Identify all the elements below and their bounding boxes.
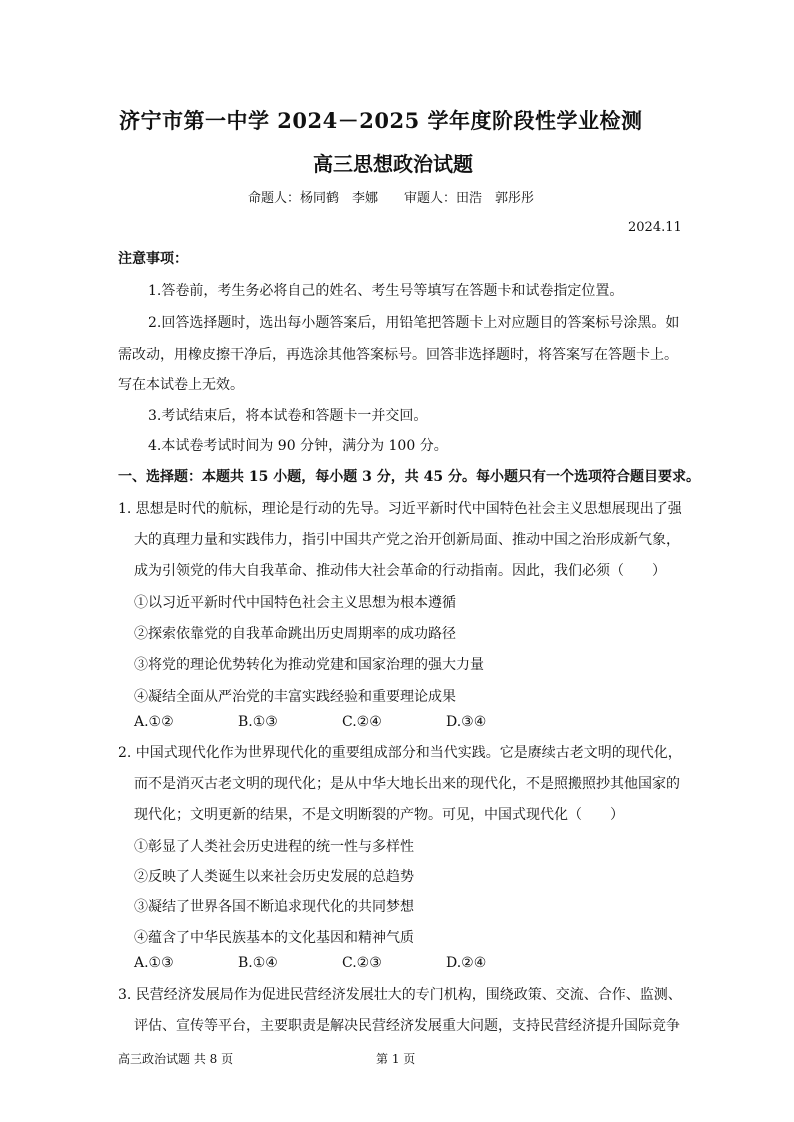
question-1-option-c[interactable]: C.②④: [342, 714, 382, 730]
question-2-option-c[interactable]: C.②③: [342, 955, 382, 971]
question-2-option-d[interactable]: D.②④: [446, 955, 487, 971]
question-2-statement: ④蕴含了中华民族基本的文化基因和精神气质: [134, 930, 414, 946]
section-heading: 一、选择题：本题共 15 小题，每小题 3 分，共 45 分。每小题只有一个选项符合题目要求。: [118, 469, 700, 485]
notice-item: 写在本试卷上无效。: [118, 377, 244, 393]
question-1-option-d[interactable]: D.③④: [446, 714, 487, 730]
question-1-statement: ②探索依靠党的自我革命跳出历史周期率的成功路径: [134, 626, 456, 642]
question-1-line: 成为引领党的伟大自我革命、推动伟大社会革命的行动指南。因此，我们必须（ ）: [134, 563, 666, 579]
footer-page-count: 高三政治试题 共 8 页: [118, 1052, 234, 1066]
question-2-line: 现代化；文明更新的结果，不是文明断裂的产物。可见，中国式现代化（ ）: [134, 807, 624, 823]
notice-item: 3.考试结束后，将本试卷和答题卡一并交回。: [148, 408, 428, 424]
exam-authors: 命题人：杨同鹤 李娜 审题人：田浩 郭彤彤: [248, 191, 535, 206]
question-3-line: 评估、宣传等平台，主要职责是解决民营经济发展重大问题，支持民营经济提升国际竞争: [134, 1018, 680, 1034]
notice-item: 1.答卷前，考生务必将自己的姓名、考生号等填写在答题卡和试卷指定位置。: [148, 283, 624, 299]
exam-subtitle: 高三思想政治试题: [313, 152, 473, 176]
question-2-statement: ①彰显了人类社会历史进程的统一性与多样性: [134, 839, 414, 855]
question-1-line: 大的真理力量和实践伟力，指引中国共产党之治开创新局面、推动中国之治形成新气象，: [134, 532, 680, 548]
question-2-line: 2. 中国式现代化作为世界现代化的重要组成部分和当代实践。它是赓续古老文明的现代化，: [118, 745, 682, 761]
question-2-line: 而不是消灭古老文明的现代化；是从中华大地长出来的现代化，不是照搬照抄其他国家的: [134, 776, 680, 792]
question-1-statement: ③将党的理论优势转化为推动党建和国家治理的强大力量: [134, 657, 484, 673]
question-1-statement: ④凝结全面从严治党的丰富实践经验和重要理论成果: [134, 689, 456, 705]
notice-heading: 注意事项：: [118, 251, 188, 267]
question-1-option-a[interactable]: A.①②: [134, 714, 174, 730]
exam-date: 2024.11: [628, 220, 682, 235]
question-1-statement: ①以习近平新时代中国特色社会主义思想为根本遵循: [134, 595, 456, 611]
notice-item: 2.回答选择题时，选出每小题答案后，用铅笔把答题卡上对应题目的答案标号涂黑。如: [148, 315, 680, 331]
exam-title: 济宁市第一中学 2024－2025 学年度阶段性学业检测: [119, 108, 643, 133]
notice-item: 4.本试卷考试时间为 90 分钟，满分为 100 分。: [148, 438, 448, 454]
question-2-statement: ②反映了人类诞生以来社会历史发展的总趋势: [134, 869, 414, 885]
question-2-statement: ③凝结了世界各国不断追求现代化的共同梦想: [134, 899, 414, 915]
question-2-option-a[interactable]: A.①③: [134, 955, 174, 971]
question-1-option-b[interactable]: B.①③: [238, 714, 278, 730]
question-3-line: 3. 民营经济发展局作为促进民营经济发展壮大的专门机构，围绕政策、交流、合作、监测、: [118, 987, 682, 1003]
question-1-line: 1. 思想是时代的航标，理论是行动的先导。习近平新时代中国特色社会主义思想展现出了强: [118, 501, 682, 517]
notice-item: 需改动，用橡皮擦干净后，再选涂其他答案标号。回答非选择题时，将答案写在答题卡上。: [118, 347, 678, 363]
question-2-option-b[interactable]: B.①④: [238, 955, 278, 971]
footer-page-number: 第 1 页: [376, 1052, 416, 1066]
